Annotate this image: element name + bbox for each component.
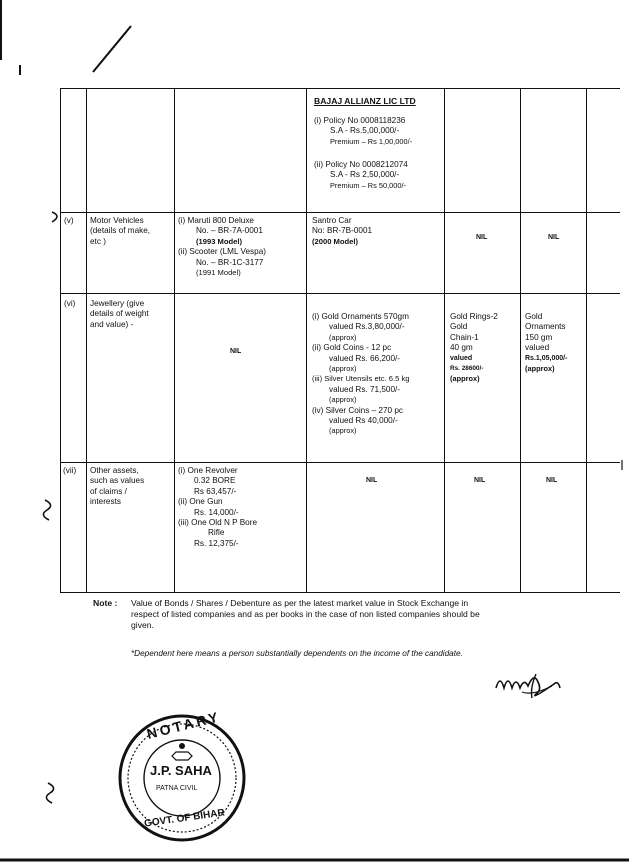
policy-line: S.A - Rs.5,00,000/- <box>330 126 400 136</box>
cell-line: (approx) <box>525 364 555 374</box>
label-line: etc ) <box>90 236 106 246</box>
bajaj-policy-2 <box>314 160 408 191</box>
label-line: Other assets, <box>90 466 139 475</box>
jewellery-dependent-1 <box>450 312 498 385</box>
row-divider <box>60 212 620 213</box>
cell-line: (iii) One Old N P Bore <box>178 518 258 528</box>
row-divider <box>60 293 620 294</box>
cell-line: (approx) <box>329 426 357 436</box>
note-line: Value of Bonds / Shares / Debenture as per the latest market value in Stock Exchange in <box>131 598 469 608</box>
col-line <box>520 88 521 593</box>
label-line: and value) - <box>90 319 134 329</box>
cell-line: Chain-1 <box>450 332 479 342</box>
row-label-motor <box>90 216 150 247</box>
motor-spouse <box>312 216 372 247</box>
cell-line: (iv) Silver Coins – 270 pc <box>312 405 404 415</box>
cell-line: Santro Car <box>312 216 352 225</box>
cell-line: (iii) Silver Utensils etc. 6.5 kg <box>312 374 410 384</box>
col-line <box>174 88 175 593</box>
other-spouse: NIL <box>366 477 378 484</box>
bajaj-policy-1 <box>314 116 412 147</box>
handwritten-signature <box>492 668 562 704</box>
cell-line: Rifle <box>208 528 225 538</box>
seal-top-text: NOTARY <box>145 708 223 742</box>
col-line <box>86 88 87 593</box>
row-label-jewellery <box>90 299 149 330</box>
label-line: Jewellery (give <box>90 299 145 308</box>
cell-line: (1991 Model) <box>196 268 241 278</box>
label-line: (details of make, <box>90 226 151 236</box>
policy-line: (ii) Policy No 0008212074 <box>314 160 408 169</box>
cell-line: Rs 63,457/- <box>194 486 237 496</box>
seal-name: J.P. SAHA <box>150 763 212 778</box>
cell-line: (i) Gold Ornaments 570gm <box>312 312 409 321</box>
row-label-other <box>90 466 144 508</box>
other-self <box>178 466 257 549</box>
jewellery-self: NIL <box>230 348 242 355</box>
cell-line: Rs. 28600/- <box>450 365 484 373</box>
seal-bottom-text: GOVT. OF BIHAR <box>143 807 226 830</box>
cell-line: valued <box>525 343 550 353</box>
motor-dependent-1: NIL <box>476 234 488 241</box>
motor-dependent-2: NIL <box>548 234 560 241</box>
cell-line: No: BR-7B-0001 <box>312 226 373 236</box>
note-line: respect of listed companies and as per books in the case of non listed companies should be <box>131 609 480 619</box>
col-line <box>306 88 307 593</box>
label-line: such as values <box>90 476 145 486</box>
col-line <box>586 88 587 593</box>
row-number: (v) <box>64 216 74 225</box>
cell-line: (i) One Revolver <box>178 466 238 475</box>
cell-line: (ii) Scooter (LML Vespa) <box>178 247 266 257</box>
cell-line: Gold Rings-2 <box>450 312 498 321</box>
cell-line: (approx) <box>450 374 480 384</box>
policy-line: Premium – Rs 50,000/- <box>330 180 406 190</box>
row-number: (vi) <box>64 299 76 308</box>
cell-line: Rs.1,05,000/- <box>525 354 568 362</box>
cell-line: (1993 Model) <box>196 236 242 246</box>
row-number: (vii) <box>63 466 77 475</box>
cell-line: (2000 Model) <box>312 236 358 246</box>
label-line: of claims / <box>90 486 127 496</box>
table-bottom-line <box>60 592 620 593</box>
jewellery-dependent-2 <box>525 312 567 374</box>
cell-line: Gold <box>450 322 468 332</box>
cell-line: (approx) <box>329 395 357 405</box>
cell-line: valued Rs. 71,500/- <box>329 384 401 394</box>
col-line <box>60 88 61 593</box>
cell-line: 0.32 BORE <box>194 476 236 486</box>
cell-line: valued Rs.3,80,000/- <box>329 322 405 332</box>
table-top-line <box>60 88 620 89</box>
cell-line: Gold <box>525 312 543 321</box>
label-line: Motor Vehicles <box>90 216 144 225</box>
cell-line: (i) Maruti 800 Deluxe <box>178 216 254 225</box>
cell-line: (approx) <box>329 332 357 342</box>
policy-line: Premium – Rs 1,00,000/- <box>330 136 413 146</box>
cell-line: No. – BR-7A-0001 <box>196 226 263 236</box>
other-dependent-1: NIL <box>474 477 486 484</box>
note-text <box>131 598 616 631</box>
note-line: given. <box>131 620 154 630</box>
jewellery-spouse <box>312 312 409 437</box>
cell-line: (approx) <box>329 364 357 374</box>
cell-line: Ornaments <box>525 322 566 332</box>
label-line: details of weight <box>90 309 149 319</box>
row-divider <box>60 462 620 463</box>
cell-line: 40 gm <box>450 343 473 353</box>
seal-sub: PATNA CIVIL <box>156 785 198 792</box>
policy-line: S.A - Rs 2,50,000/- <box>330 170 400 180</box>
motor-self <box>178 216 266 278</box>
other-dependent-2: NIL <box>546 477 558 484</box>
cell-line: valued Rs 40,000/- <box>329 416 398 426</box>
notary-seal <box>116 708 248 844</box>
bajaj-header: BAJAJ ALLIANZ LIC LTD <box>314 96 416 106</box>
policy-line: (i) Policy No 0008118236 <box>314 116 406 125</box>
cell-line: (ii) One Gun <box>178 497 223 507</box>
cell-line: No. – BR-1C-3177 <box>196 257 264 267</box>
cell-line: (ii) Gold Coins - 12 pc <box>312 343 392 353</box>
dependent-definition: *Dependent here means a person substantially dependents on the income of the candidate. <box>131 649 463 658</box>
cell-line: Rs. 12,375/- <box>194 538 239 548</box>
cell-line: valued <box>450 354 473 362</box>
cell-line: valued Rs. 66,200/- <box>329 353 401 363</box>
note-label: Note : <box>93 598 118 608</box>
col-line <box>444 88 445 593</box>
label-line: interests <box>90 497 121 507</box>
cell-line: Rs. 14,000/- <box>194 507 239 517</box>
cell-line: 150 gm <box>525 332 553 342</box>
